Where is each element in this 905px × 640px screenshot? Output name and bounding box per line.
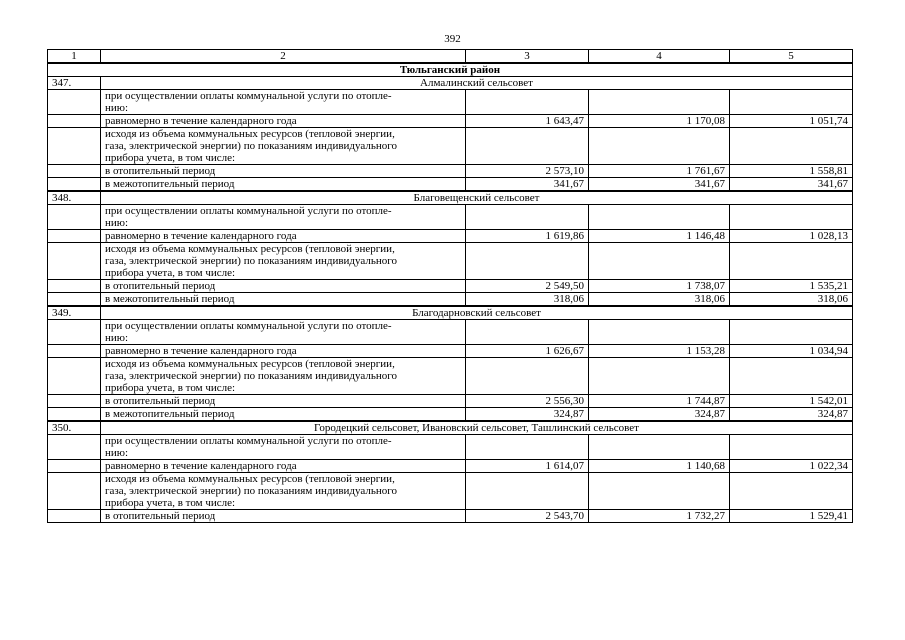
- empty-cell: [48, 128, 101, 165]
- empty-cell: [48, 230, 101, 243]
- value-cell-v3: 318,06: [466, 293, 589, 307]
- value-cell-v3: 2 549,50: [466, 280, 589, 293]
- value-cell-v4: 1 140,68: [589, 460, 730, 473]
- empty-cell: [48, 510, 101, 523]
- table-row: [48, 165, 853, 178]
- table-row: [48, 460, 853, 473]
- table-row: [48, 395, 853, 408]
- table-row: [48, 178, 853, 192]
- empty-cell: [48, 165, 101, 178]
- table-row: [48, 205, 853, 230]
- empty-cell: [48, 460, 101, 473]
- value-cell-v5: [730, 243, 853, 280]
- value-cell-v3: 2 556,30: [466, 395, 589, 408]
- value-cell-v5: 324,87: [730, 408, 853, 422]
- value-cell-v3: [466, 320, 589, 345]
- value-cell-v5: [730, 435, 853, 460]
- column-header: 4: [589, 50, 730, 64]
- value-cell-v3: [466, 205, 589, 230]
- empty-cell: [48, 293, 101, 307]
- value-cell-v4: 1 732,27: [589, 510, 730, 523]
- row-description: исходя из объема коммунальных ресурсов (тепловой энергии, газа, электрической энергии) по показаниям индивидуального прибора учета, в том числе:: [101, 473, 466, 510]
- settlement-name: Городецкий сельсовет, Ивановский сельсовет, Ташлинский сельсовет: [101, 421, 853, 435]
- column-header: 5: [730, 50, 853, 64]
- entry-number: 347.: [48, 77, 101, 90]
- value-cell-v3: 2 543,70: [466, 510, 589, 523]
- table-row: [48, 115, 853, 128]
- entry-number: 349.: [48, 306, 101, 320]
- value-cell-v5: 1 051,74: [730, 115, 853, 128]
- settlement-row: [48, 421, 853, 435]
- value-cell-v3: 2 573,10: [466, 165, 589, 178]
- value-cell-v5: 1 529,41: [730, 510, 853, 523]
- table-row: [48, 473, 853, 510]
- value-cell-v3: 341,67: [466, 178, 589, 192]
- value-cell-v3: [466, 90, 589, 115]
- value-cell-v5: 1 028,13: [730, 230, 853, 243]
- empty-cell: [48, 435, 101, 460]
- page-number: 392: [444, 33, 461, 45]
- row-description: исходя из объема коммунальных ресурсов (тепловой энергии, газа, электрической энергии) по показаниям индивидуального прибора учета, в том числе:: [101, 243, 466, 280]
- column-header: 3: [466, 50, 589, 64]
- entry-number: 348.: [48, 191, 101, 205]
- empty-cell: [48, 473, 101, 510]
- value-cell-v3: 1 614,07: [466, 460, 589, 473]
- empty-cell: [48, 358, 101, 395]
- value-cell-v4: 1 146,48: [589, 230, 730, 243]
- value-cell-v3: 1 619,86: [466, 230, 589, 243]
- value-cell-v5: 1 558,81: [730, 165, 853, 178]
- value-cell-v3: [466, 473, 589, 510]
- value-cell-v3: [466, 243, 589, 280]
- value-cell-v5: [730, 320, 853, 345]
- table-row: [48, 435, 853, 460]
- settlement-name: Благовещенский сельсовет: [101, 191, 853, 205]
- row-description: в отопительный период: [101, 395, 466, 408]
- value-cell-v4: 324,87: [589, 408, 730, 422]
- value-cell-v5: 1 022,34: [730, 460, 853, 473]
- value-cell-v4: [589, 473, 730, 510]
- row-description: равномерно в течение календарного года: [101, 230, 466, 243]
- value-cell-v3: [466, 358, 589, 395]
- value-cell-v4: [589, 90, 730, 115]
- value-cell-v3: [466, 435, 589, 460]
- row-description: при осуществлении оплаты коммунальной услуги по отопле- нию:: [101, 90, 466, 115]
- value-cell-v4: 341,67: [589, 178, 730, 192]
- value-cell-v4: 1 761,67: [589, 165, 730, 178]
- value-cell-v5: [730, 358, 853, 395]
- settlement-row: [48, 191, 853, 205]
- empty-cell: [48, 395, 101, 408]
- row-description: при осуществлении оплаты коммунальной услуги по отопле- нию:: [101, 435, 466, 460]
- tariff-table: [47, 49, 853, 523]
- column-header: 2: [101, 50, 466, 64]
- value-cell-v5: 341,67: [730, 178, 853, 192]
- entry-number: 350.: [48, 421, 101, 435]
- row-description: в отопительный период: [101, 510, 466, 523]
- row-description: в межотопительный период: [101, 293, 466, 307]
- empty-cell: [48, 205, 101, 230]
- row-description: равномерно в течение календарного года: [101, 460, 466, 473]
- settlement-name: Благодарновский сельсовет: [101, 306, 853, 320]
- value-cell-v5: [730, 128, 853, 165]
- region-row: [48, 63, 853, 77]
- table-row: [48, 230, 853, 243]
- table-row: [48, 345, 853, 358]
- value-cell-v4: [589, 358, 730, 395]
- value-cell-v4: 1 738,07: [589, 280, 730, 293]
- empty-cell: [48, 115, 101, 128]
- table-row: [48, 293, 853, 307]
- row-description: в отопительный период: [101, 165, 466, 178]
- table-row: [48, 510, 853, 523]
- empty-cell: [48, 320, 101, 345]
- value-cell-v5: [730, 205, 853, 230]
- region-title: Тюльганский район: [48, 63, 853, 77]
- value-cell-v5: [730, 473, 853, 510]
- value-cell-v4: [589, 243, 730, 280]
- empty-cell: [48, 90, 101, 115]
- value-cell-v3: 1 626,67: [466, 345, 589, 358]
- value-cell-v4: 318,06: [589, 293, 730, 307]
- table-row: [48, 128, 853, 165]
- table-row: [48, 243, 853, 280]
- value-cell-v5: 318,06: [730, 293, 853, 307]
- empty-cell: [48, 280, 101, 293]
- row-description: равномерно в течение календарного года: [101, 115, 466, 128]
- column-header: 1: [48, 50, 101, 64]
- value-cell-v5: 1 034,94: [730, 345, 853, 358]
- row-description: при осуществлении оплаты коммунальной услуги по отопле- нию:: [101, 320, 466, 345]
- row-description: в межотопительный период: [101, 408, 466, 422]
- value-cell-v4: [589, 435, 730, 460]
- value-cell-v5: 1 542,01: [730, 395, 853, 408]
- value-cell-v4: 1 744,87: [589, 395, 730, 408]
- table-row: [48, 280, 853, 293]
- value-cell-v4: [589, 320, 730, 345]
- row-description: в отопительный период: [101, 280, 466, 293]
- value-cell-v4: [589, 205, 730, 230]
- empty-cell: [48, 178, 101, 192]
- empty-cell: [48, 243, 101, 280]
- table-row: [48, 408, 853, 422]
- value-cell-v5: [730, 90, 853, 115]
- value-cell-v3: 1 643,47: [466, 115, 589, 128]
- value-cell-v4: 1 170,08: [589, 115, 730, 128]
- row-description: равномерно в течение календарного года: [101, 345, 466, 358]
- value-cell-v5: 1 535,21: [730, 280, 853, 293]
- row-description: исходя из объема коммунальных ресурсов (тепловой энергии, газа, электрической энергии) по показаниям индивидуального прибора учета, в том числе:: [101, 358, 466, 395]
- settlement-name: Алмалинский сельсовет: [101, 77, 853, 90]
- settlement-row: [48, 77, 853, 90]
- settlement-row: [48, 306, 853, 320]
- row-description: в межотопительный период: [101, 178, 466, 192]
- value-cell-v3: 324,87: [466, 408, 589, 422]
- table-row: [48, 358, 853, 395]
- table-row: [48, 320, 853, 345]
- table-row: [48, 90, 853, 115]
- empty-cell: [48, 345, 101, 358]
- column-header-row: [48, 50, 853, 64]
- value-cell-v4: 1 153,28: [589, 345, 730, 358]
- row-description: при осуществлении оплаты коммунальной услуги по отопле- нию:: [101, 205, 466, 230]
- value-cell-v4: [589, 128, 730, 165]
- row-description: исходя из объема коммунальных ресурсов (тепловой энергии, газа, электрической энергии) по показаниям индивидуального прибора учета, в том числе:: [101, 128, 466, 165]
- empty-cell: [48, 408, 101, 422]
- value-cell-v3: [466, 128, 589, 165]
